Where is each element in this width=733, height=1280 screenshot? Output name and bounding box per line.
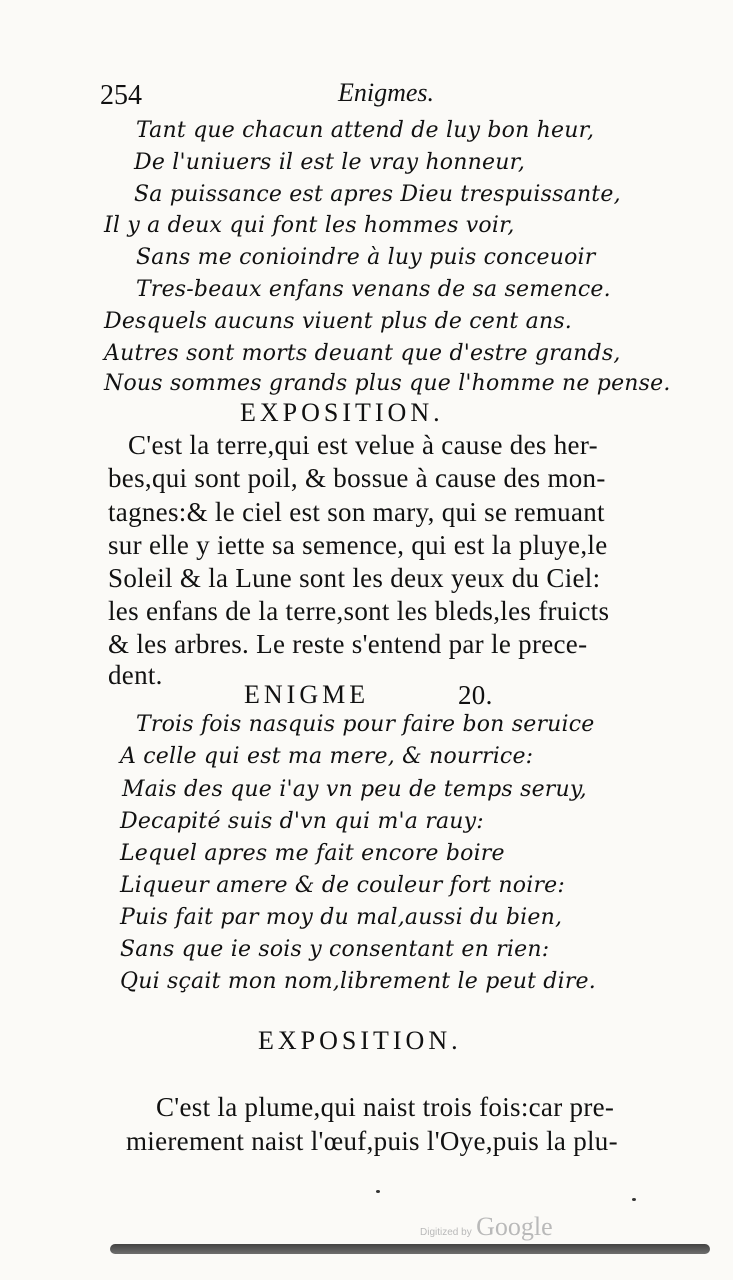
verse-line: A celle qui est ma mere, & nourrice: [120, 744, 534, 769]
page-number: 254 [100, 80, 142, 111]
verse-line: Qui sçait mon nom,librement le peut dire. [120, 969, 596, 994]
verse-line: Sa puissance est apres Dieu trespuissante, [134, 182, 621, 207]
prose-line: C'est la plume,qui naist trois fois:car pre- [156, 1092, 615, 1122]
exposition-heading: EXPOSITION. [258, 1026, 462, 1055]
prose-line: C'est la terre,qui est velue à cause des her- [128, 430, 598, 460]
verse-line: Autres sont morts deuant que d'estre grands, [104, 341, 621, 366]
verse-line: Nous sommes grands plus que l'homme ne pense. [104, 371, 671, 396]
verse-line: Mais des que i'ay vn peu de temps seruy, [122, 777, 587, 802]
verse-line: Decapité suis d'vn qui m'a rauy: [120, 809, 484, 834]
verse-line: Tres-beaux enfans venans de sa semence. [136, 277, 611, 302]
verse-line: Sans me conioindre à luy puis conceuoir [136, 245, 596, 270]
prose-line: les enfans de la terre,sont les bleds,les fruicts [108, 596, 610, 626]
verse-line: Liqueur amere & de couleur fort noire: [120, 873, 566, 898]
prose-line: bes,qui sont poil, & bossue à cause des mon- [108, 463, 606, 493]
verse-line: Desquels aucuns viuent plus de cent ans. [104, 309, 573, 334]
verse-line: Trois fois nasquis pour faire bon seruice [136, 712, 595, 737]
watermark-prefix: Digitized by [420, 1227, 472, 1238]
ink-speck [632, 1198, 636, 1201]
enigme-number: 20. [458, 680, 493, 710]
prose-line: mierement naist l'œuf,puis l'Oye,puis la plu- [126, 1126, 618, 1156]
prose-line: tagnes:& le ciel est son mary, qui se remuant [108, 497, 605, 527]
verse-line: Lequel apres me fait encore boire [120, 841, 505, 866]
enigme-heading: ENIGME [244, 680, 370, 709]
verse-line: De l'uniuers il est le vray honneur, [134, 150, 526, 175]
prose-line: sur elle y iette sa semence, qui est la pluye,le [108, 530, 608, 560]
verse-line: Tant que chacun attend de luy bon heur, [136, 118, 595, 143]
running-head: Enigmes. [338, 78, 435, 107]
verse-line: Il y a deux qui font les hommes voir, [104, 213, 515, 238]
verse-line: Sans que ie sois y consentant en rien: [120, 937, 550, 962]
ink-speck [376, 1190, 380, 1193]
watermark-brand: Google [476, 1212, 553, 1241]
exposition-heading: EXPOSITION. [240, 398, 444, 427]
verse-line: Puis fait par moy du mal,aussi du bien, [120, 905, 563, 930]
digitization-watermark [420, 1212, 553, 1242]
prose-line: Soleil & la Lune sont les deux yeux du Ciel: [108, 563, 601, 593]
page-edge-shadow [110, 1244, 710, 1254]
prose-line: & les arbres. Le reste s'entend par le prece- [108, 629, 588, 659]
prose-line: dent. [108, 660, 163, 690]
